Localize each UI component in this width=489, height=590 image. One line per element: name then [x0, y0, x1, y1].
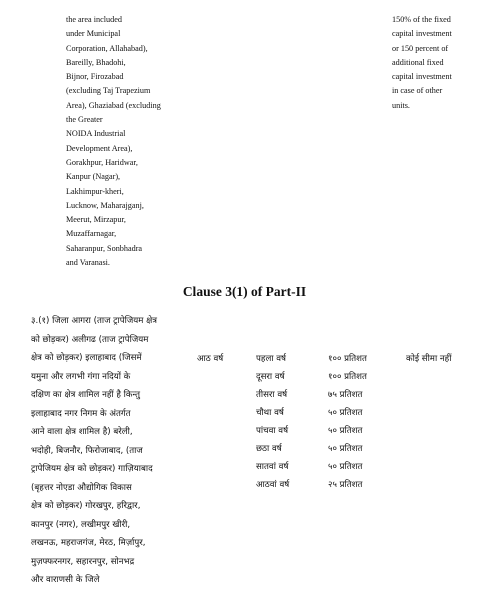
- text-line: Corporation, Allahabad),: [66, 43, 148, 53]
- percent-value: २५ प्रतिशत: [328, 480, 363, 490]
- text-line: Meerut, Mirzapur,: [66, 215, 126, 225]
- text-line: Bijnor, Firozabad: [66, 72, 124, 82]
- text-line: ३.(१) जिला आगरा (ताज ट्रापेजियम क्षेत्र: [31, 316, 157, 326]
- text-line: और वाराणसी के जिले: [31, 575, 100, 585]
- text-line: Lucknow, Maharajganj,: [66, 200, 144, 210]
- incentive-limit-text: [392, 13, 472, 113]
- text-line: Lakhimpur-kheri,: [66, 186, 124, 196]
- year-label: दूसरा वर्ष: [256, 372, 285, 382]
- text-line: additional fixed: [392, 57, 444, 67]
- text-line: capital investment: [392, 29, 452, 39]
- text-line: (excluding Taj Trapezium: [66, 86, 151, 96]
- hindi-clause-text: [31, 312, 201, 590]
- text-line: मुज़फ्फरनगर, सहारनपुर, सोनभद्र: [31, 556, 135, 567]
- text-line: Muzaffarnagar,: [66, 229, 117, 239]
- text-line: the Greater: [66, 115, 103, 125]
- text-line: in case of other: [392, 86, 443, 96]
- text-line: भदोही, बिजनौर, फिरोजाबाद, (ताज: [31, 445, 143, 456]
- percent-value: ५० प्रतिशत: [328, 462, 363, 472]
- text-line: and Varanasi.: [66, 258, 110, 268]
- text-line: क्षेत्र को छोड़कर) इलाहाबाद (जिसमें: [31, 353, 142, 363]
- text-line: under Municipal: [66, 29, 121, 39]
- text-line: Saharanpur, Sonbhadra: [66, 243, 143, 253]
- percent-value: ५० प्रतिशत: [328, 426, 363, 436]
- year-label: छठा वर्ष: [256, 444, 282, 454]
- text-line: units.: [392, 100, 410, 110]
- text-line: capital investment: [392, 72, 452, 82]
- percent-value: ७५ प्रतिशत: [328, 390, 363, 400]
- incentive-duration: आठ वर्ष: [197, 354, 224, 364]
- text-line: दक्षिण का क्षेत्र शामिल नहीं है किन्तु: [31, 390, 141, 400]
- year-label: आठवां वर्ष: [256, 480, 290, 490]
- text-line: the area included: [66, 15, 122, 24]
- text-line: Kanpur (Nagar),: [66, 172, 121, 182]
- text-line: Area), Ghaziabad (excluding: [66, 100, 161, 110]
- english-clause-text: [66, 13, 216, 270]
- text-line: or 150 percent of: [392, 43, 449, 53]
- percent-value: ५० प्रतिशत: [328, 444, 363, 454]
- percent-value: १०० प्रतिशत: [328, 372, 367, 382]
- text-line: (बृहत्तर नोएडा औद्योगिक विकास: [31, 482, 132, 493]
- section-heading: Clause 3(1) of Part-II: [182, 284, 307, 299]
- text-line: Development Area),: [66, 143, 133, 153]
- text-line: Bareilly, Bhadohi,: [66, 57, 126, 67]
- text-line: ट्रापेजियम क्षेत्र को छोड़कर) गाज़ियाबाद: [31, 464, 153, 474]
- text-line: 150% of the fixed: [392, 15, 451, 24]
- percent-value: ५० प्रतिशत: [328, 408, 363, 418]
- text-line: Gorakhpur, Haridwar,: [66, 157, 138, 167]
- percent-value: १०० प्रतिशत: [328, 354, 367, 364]
- year-label: पांचवा वर्ष: [256, 426, 289, 436]
- text-line: यमुना और लगभी गंगा नदियों के: [31, 371, 131, 382]
- text-line: लखनऊ, महराजगंज, मेरठ, मिर्ज़ापुर,: [31, 538, 146, 548]
- text-line: क्षेत्र को छोड़कर) गोरखपुर, हरिद्वार,: [31, 501, 141, 511]
- text-line: आने वाला क्षेत्र शामिल है) बरेली,: [31, 427, 133, 437]
- text-line: इलाहाबाद नगर निगम के अंतर्गत: [31, 408, 131, 419]
- text-line: कानपुर (नगर), लखीमपुर खीरी,: [31, 519, 131, 530]
- incentive-limit: कोई सीमा नहीं: [406, 354, 452, 364]
- year-label: पहला वर्ष: [256, 354, 286, 364]
- year-label: चौथा वर्ष: [256, 408, 284, 418]
- text-line: NOIDA Industrial: [66, 129, 126, 139]
- text-line: को छोड़कर) अलीगढ (ताज ट्रापेजियम: [31, 334, 149, 345]
- year-label: तीसरा वर्ष: [256, 390, 288, 400]
- year-label: सातवां वर्ष: [256, 462, 289, 472]
